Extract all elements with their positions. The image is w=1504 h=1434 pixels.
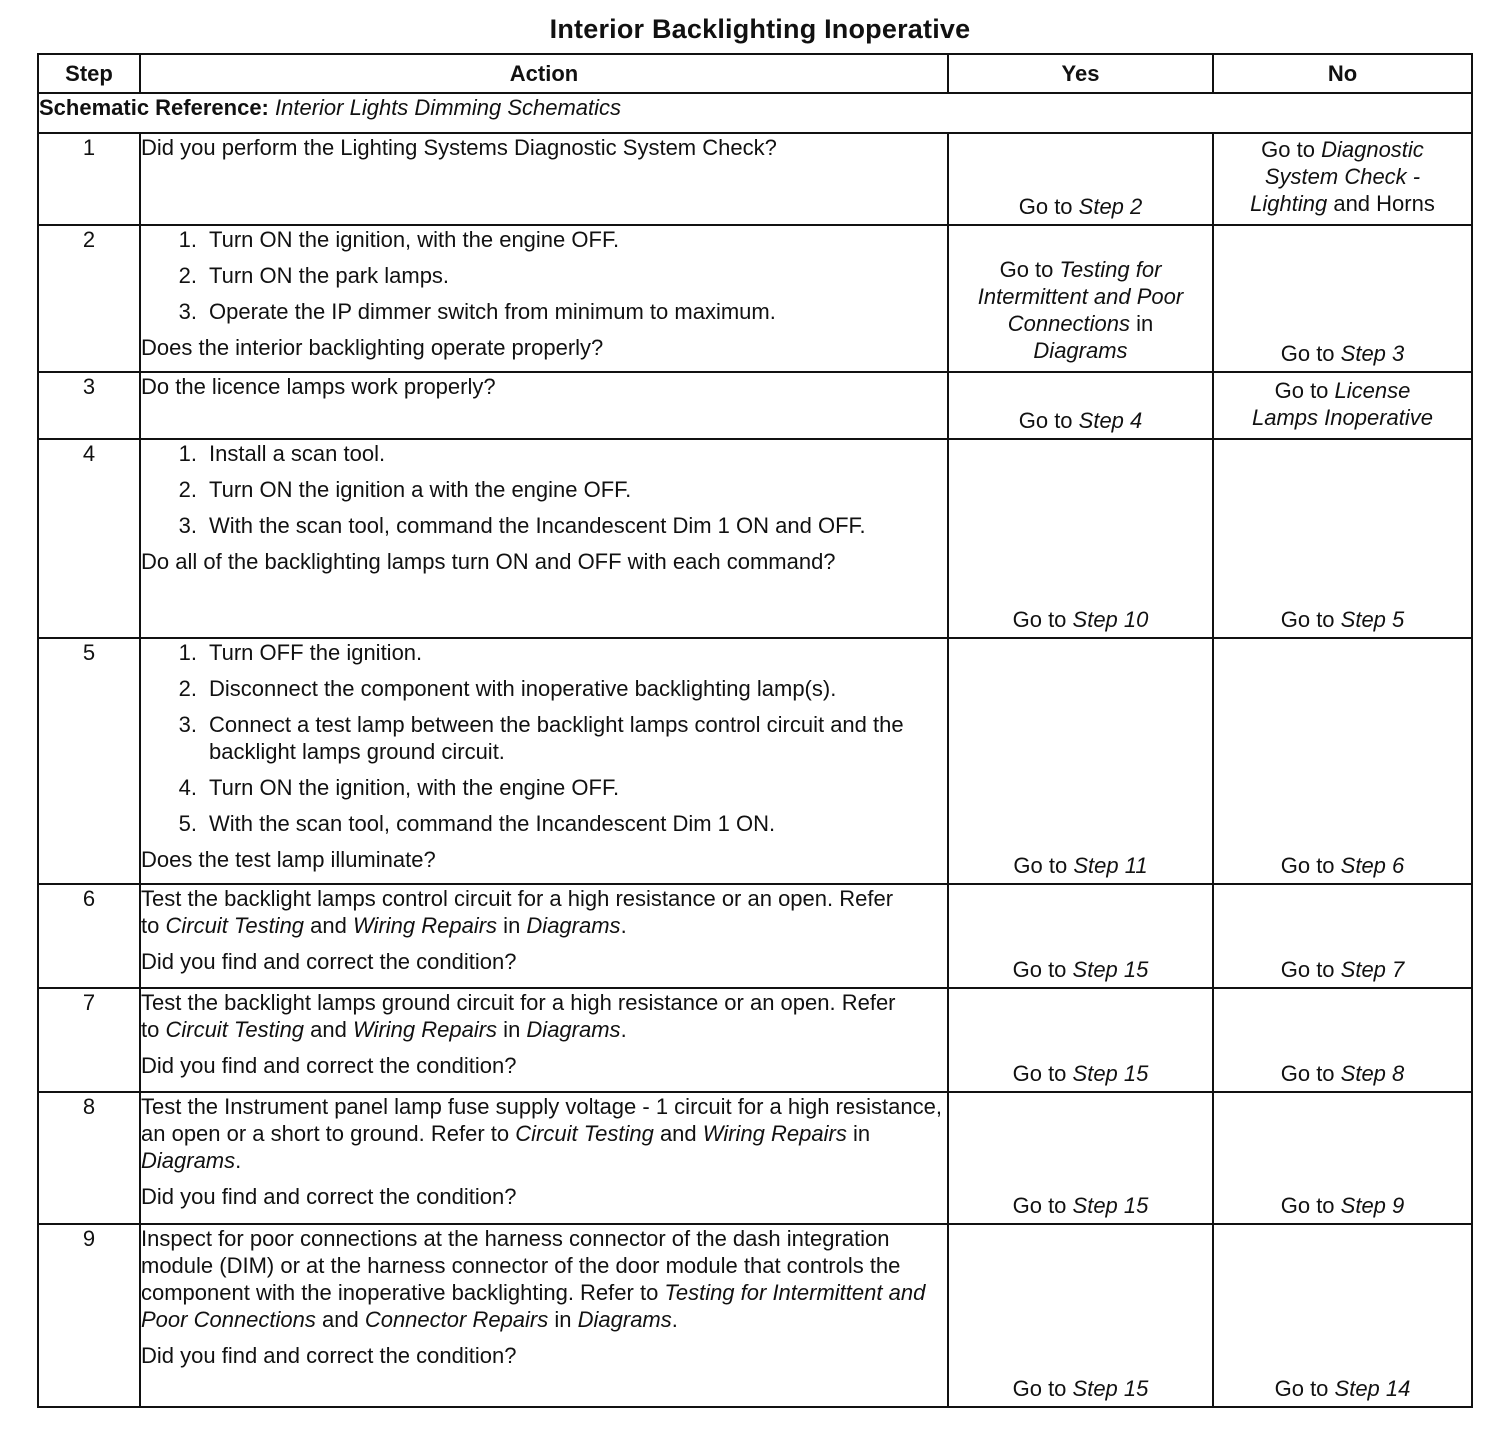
reference-text: in [1130, 311, 1154, 336]
table-row [38, 1224, 1472, 1407]
no-cell [1213, 372, 1472, 439]
reference-link[interactable]: Connector Repairs [364, 1307, 549, 1332]
reference-link[interactable]: Lamps Inoperative [1252, 405, 1433, 430]
no-cell [1213, 638, 1472, 884]
yes-text [1013, 1060, 1149, 1087]
step-number: 7 [38, 988, 140, 1092]
step-link[interactable]: Step 15 [1072, 1376, 1149, 1401]
goto-text: Go to [1012, 607, 1073, 632]
no-text [1275, 1375, 1411, 1402]
yes-cell [948, 1092, 1213, 1224]
table-row [38, 988, 1472, 1092]
step-link[interactable]: Step 15 [1072, 1193, 1149, 1218]
action-cell [140, 1092, 948, 1224]
reference-link[interactable]: Diagrams [141, 1148, 236, 1173]
action-cell [140, 133, 948, 225]
no-text [1281, 1192, 1405, 1219]
substep-list [141, 639, 947, 837]
no-text [1281, 340, 1405, 367]
list-item: 4. Turn ON the ignition, with the engine OFF. [178, 775, 620, 800]
schematic-row [38, 93, 1472, 133]
reference-link[interactable]: Diagrams [1033, 338, 1128, 363]
no-text [1281, 852, 1405, 879]
goto-text: Go to [1280, 957, 1341, 982]
goto-text: Go to [1013, 853, 1074, 878]
action-text: Do the licence lamps work properly? [141, 374, 496, 399]
goto-text: Go to [1012, 1061, 1073, 1086]
step-number: 6 [38, 884, 140, 988]
schematic-link[interactable]: Interior Lights Dimming Schematics [275, 95, 622, 120]
step-number: 9 [38, 1224, 140, 1407]
list-item: 3. Connect a test lamp between the backlight lamps control circuit and the backlight lamps ground circuit. [178, 712, 904, 764]
reference-link[interactable]: Wiring Repairs [352, 1017, 498, 1042]
goto-text: Go to [1261, 137, 1322, 162]
action-cell [140, 439, 948, 638]
action-cell [140, 988, 948, 1092]
step-link[interactable]: Step 15 [1072, 957, 1149, 982]
page-title: Interior Backlighting Inoperative [549, 14, 971, 44]
reference-link[interactable]: License [1334, 378, 1411, 403]
reference-link[interactable]: Testing for [1059, 257, 1162, 282]
reference-link[interactable]: Diagnostic [1321, 137, 1424, 162]
yes-cell [948, 225, 1213, 372]
step-number: 4 [38, 439, 140, 638]
no-cell [1213, 439, 1472, 638]
step-number: 3 [38, 372, 140, 439]
yes-text [1013, 956, 1149, 983]
reference-link[interactable]: Diagrams [526, 1017, 621, 1042]
table-row [38, 884, 1472, 988]
header-yes: Yes [948, 54, 1213, 93]
step-number: 8 [38, 1092, 140, 1224]
substep-list [141, 440, 947, 539]
step-link[interactable]: Step 3 [1340, 341, 1405, 366]
yes-cell [948, 638, 1213, 884]
goto-text: Go to [1280, 607, 1341, 632]
action-text: Did you perform the Lighting Systems Diagnostic System Check? [141, 135, 777, 160]
no-text [1281, 606, 1405, 633]
goto-text: Go to [1012, 957, 1073, 982]
table-row [38, 133, 1472, 225]
action-cell [140, 884, 948, 988]
no-cell [1213, 133, 1472, 225]
action-paragraph: Test the backlight lamps control circuit for a high resistance or an open. Refer to Circuit Testing and Wiring Repairs in Diagrams. [141, 886, 894, 938]
step-link[interactable]: Step 14 [1334, 1376, 1411, 1401]
step-link[interactable]: Step 2 [1078, 194, 1143, 219]
yes-cell [948, 372, 1213, 439]
goto-text: Go to [1274, 378, 1335, 403]
list-item: 1. Turn ON the ignition, with the engine OFF. [178, 227, 620, 252]
list-item: 2. Turn ON the ignition a with the engine OFF. [178, 477, 632, 502]
reference-text: and Horns [1327, 191, 1435, 216]
question-text: Does the interior backlighting operate properly? [141, 335, 604, 360]
step-link[interactable]: Step 7 [1340, 957, 1405, 982]
goto-text: Go to [1012, 1376, 1073, 1401]
step-number: 1 [38, 133, 140, 225]
yes-text [1013, 1375, 1149, 1402]
reference-link[interactable]: Testing for Intermittent and Poor Connections [141, 1280, 926, 1332]
question-text: Did you find and correct the condition? [141, 1053, 517, 1078]
step-link[interactable]: Step 15 [1072, 1061, 1149, 1086]
list-item: 3. With the scan tool, command the Incandescent Dim 1 ON and OFF. [178, 513, 866, 538]
action-paragraph: Test the Instrument panel lamp fuse supply voltage - 1 circuit for a high resistance, an open or a short to ground. Refer to Circuit Testing and Wiring Repairs in Diagrams. [141, 1094, 942, 1173]
header-row [38, 54, 1472, 93]
goto-text: Go to [1280, 1193, 1341, 1218]
goto-text: Go to [1274, 1376, 1335, 1401]
goto-text: Go to [1280, 341, 1341, 366]
question-text: Did you find and correct the condition? [141, 1343, 517, 1368]
goto-text: Go to [1280, 1061, 1341, 1086]
step-link[interactable]: Step 10 [1072, 607, 1149, 632]
yes-text [1013, 606, 1149, 633]
question-text: Did you find and correct the condition? [141, 1184, 517, 1209]
reference-link[interactable]: Diagrams [526, 913, 621, 938]
action-paragraph: Inspect for poor connections at the harness connector of the dash integration module (DIM) or at the harness connector of the door module that controls the component with the inoperative backlighting. Refer to Testing for Intermittent and Poor Connections and Connector Repairs in Diagrams. [141, 1226, 926, 1332]
question-text: Do all of the backlighting lamps turn ON and OFF with each command? [141, 549, 836, 574]
table-row [38, 439, 1472, 638]
goto-text: Go to [1018, 408, 1079, 433]
yes-text [1019, 407, 1143, 434]
no-cell [1213, 1092, 1472, 1224]
table-row [38, 372, 1472, 439]
no-text [1281, 956, 1405, 983]
reference-link[interactable]: Circuit Testing [165, 913, 305, 938]
yes-text [1013, 852, 1147, 879]
diagnostic-table [37, 53, 1473, 1408]
goto-text: Go to [1280, 853, 1341, 878]
reference-link[interactable]: Wiring Repairs [702, 1121, 847, 1146]
reference-link[interactable]: Intermittent and Poor [977, 284, 1184, 309]
table-row [38, 225, 1472, 372]
table-row [38, 1092, 1472, 1224]
step-link[interactable]: Step 6 [1340, 853, 1405, 878]
action-cell [140, 225, 948, 372]
step-link[interactable]: Step 4 [1078, 408, 1143, 433]
reference-link[interactable]: System Check - [1264, 164, 1421, 189]
table-row [38, 638, 1472, 884]
step-number: 2 [38, 225, 140, 372]
reference-link[interactable]: Circuit Testing [515, 1121, 654, 1146]
no-cell [1213, 988, 1472, 1092]
goto-text: Go to [1018, 194, 1079, 219]
reference-link[interactable]: Wiring Repairs [352, 913, 498, 938]
reference-link[interactable]: Lighting [1250, 191, 1328, 216]
question-text: Does the test lamp illuminate? [141, 847, 436, 872]
schematic-reference [38, 93, 1472, 133]
step-link[interactable]: Step 9 [1340, 1193, 1405, 1218]
list-item: 3. Operate the IP dimmer switch from minimum to maximum. [178, 299, 776, 324]
header-step: Step [38, 54, 140, 93]
list-item: 5. With the scan tool, command the Incandescent Dim 1 ON. [178, 811, 776, 836]
no-text [1281, 1060, 1405, 1087]
yes-cell [948, 988, 1213, 1092]
list-item: 2. Turn ON the park lamps. [178, 263, 450, 288]
list-item: 1. Turn OFF the ignition. [178, 640, 423, 665]
no-cell [1213, 1224, 1472, 1407]
yes-text [1013, 1192, 1149, 1219]
header-no: No [1213, 54, 1472, 93]
action-cell [140, 372, 948, 439]
question-text: Did you find and correct the condition? [141, 949, 517, 974]
no-cell [1213, 225, 1472, 372]
reference-link[interactable]: Diagrams [577, 1307, 672, 1332]
step-link[interactable]: Step 5 [1340, 607, 1405, 632]
reference-link[interactable]: Connections [1007, 311, 1131, 336]
list-item: 2. Disconnect the component with inoperative backlighting lamp(s). [178, 676, 837, 701]
yes-cell [948, 884, 1213, 988]
step-link[interactable]: Step 8 [1340, 1061, 1405, 1086]
substep-list [141, 226, 947, 325]
action-paragraph: Test the backlight lamps ground circuit for a high resistance or an open. Refer to Circuit Testing and Wiring Repairs in Diagrams. [141, 990, 896, 1042]
list-item: 1. Install a scan tool. [178, 441, 386, 466]
yes-cell [948, 439, 1213, 638]
goto-text: Go to [999, 257, 1060, 282]
yes-cell [948, 1224, 1213, 1407]
action-cell [140, 638, 948, 884]
step-link[interactable]: Step 11 [1073, 853, 1148, 878]
goto-text: Go to [1012, 1193, 1073, 1218]
header-action: Action [140, 54, 948, 93]
schematic-label: Schematic Reference: [39, 95, 269, 120]
no-cell [1213, 884, 1472, 988]
yes-cell [948, 133, 1213, 225]
action-cell [140, 1224, 948, 1407]
step-number: 5 [38, 638, 140, 884]
yes-text [1019, 193, 1143, 220]
reference-link[interactable]: Circuit Testing [165, 1017, 305, 1042]
